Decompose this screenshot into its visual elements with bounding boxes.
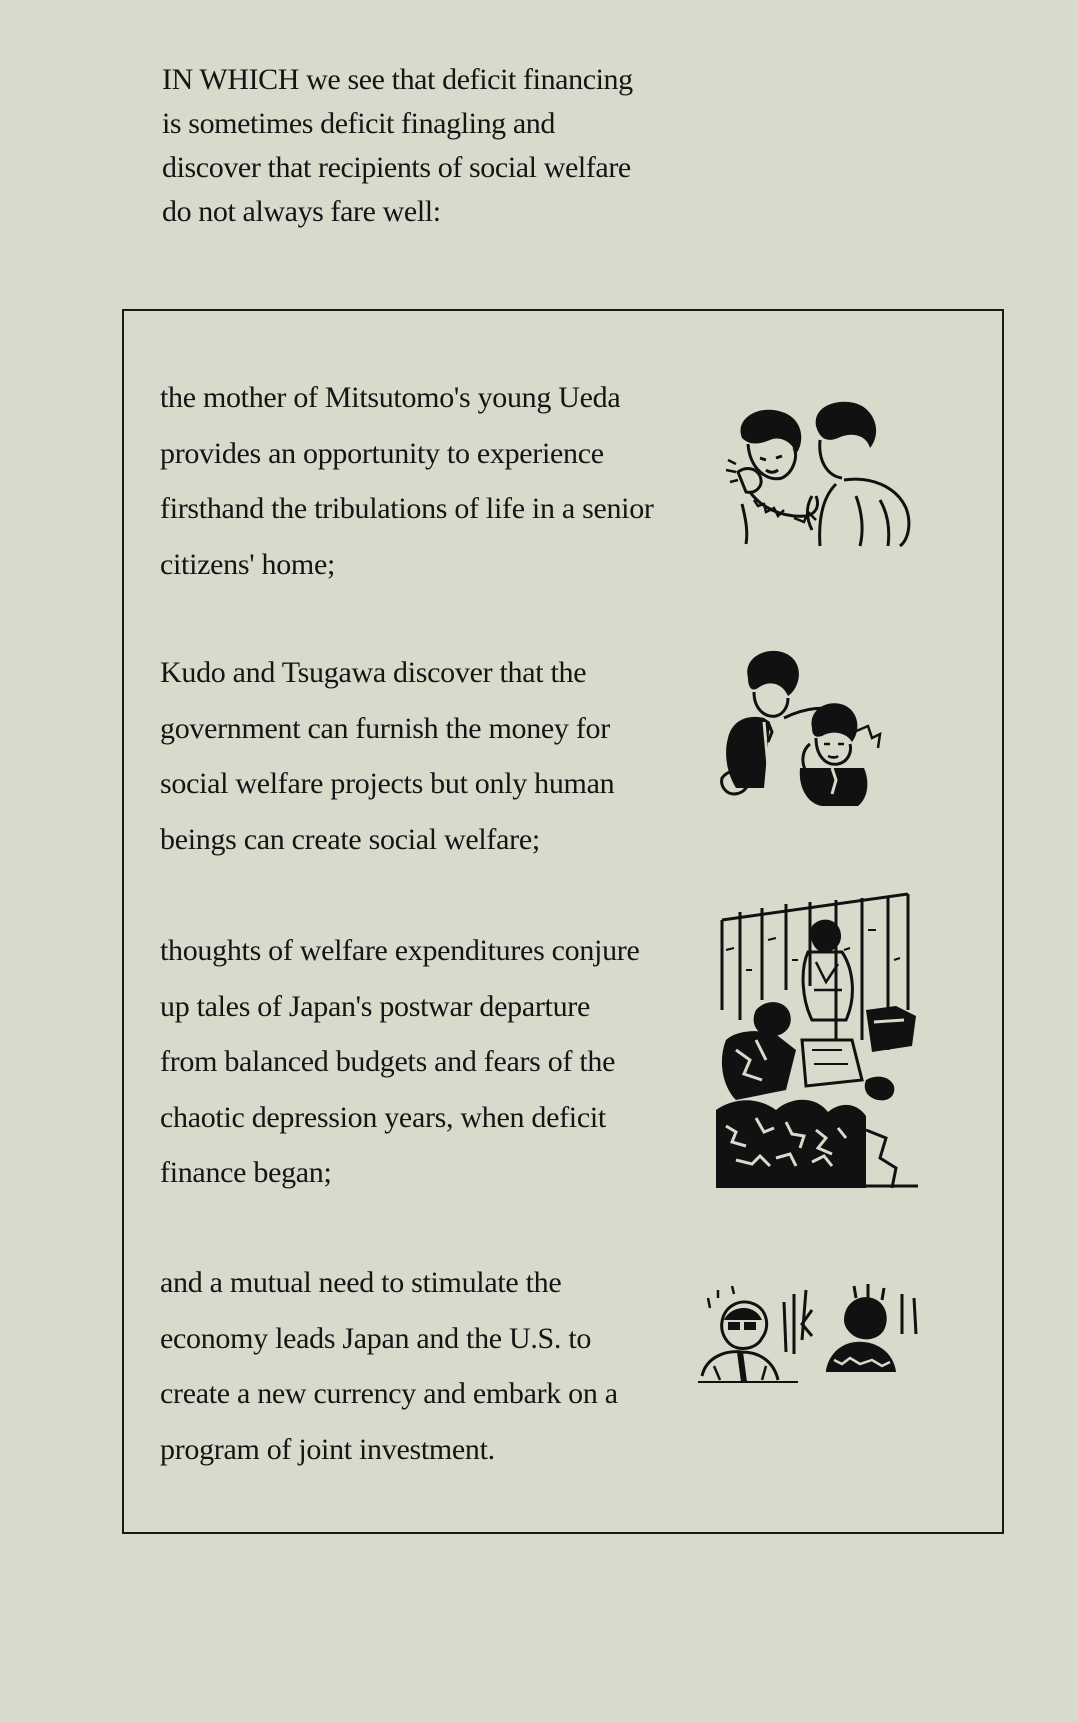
entry-line: up tales of Japan's postwar departure: [160, 989, 590, 1023]
intro-line: IN WHICH we see that deficit financing: [162, 63, 633, 96]
entry-line: chaotic depression years, when deficit: [160, 1100, 606, 1134]
entry-line: government can furnish the money for: [160, 711, 610, 745]
entry-line: social welfare projects but only human: [160, 767, 615, 800]
entry-paragraph: [160, 645, 614, 867]
entry-line: thoughts of welfare expenditures conjure: [160, 934, 640, 967]
crowd-scene-sketch: [716, 890, 918, 1188]
entry-line: the mother of Mitsutomo's young Ueda: [160, 381, 621, 414]
entry-line: provides an opportunity to experience: [160, 436, 604, 470]
entry-line: beings can create social welfare;: [160, 822, 540, 856]
entry-line: finance began;: [160, 1156, 332, 1189]
two-figures-sketch: [694, 1280, 920, 1385]
two-people-conversation-sketch: [720, 400, 920, 548]
intro-paragraph: [162, 58, 722, 234]
entry-line: firsthand the tribulations of life in a senior: [160, 492, 654, 525]
entry-paragraph: [160, 1255, 618, 1477]
two-businessmen-sketch: [718, 648, 883, 808]
entry-line: from balanced budgets and fears of the: [160, 1045, 616, 1078]
entry-line: create a new currency and embark on a: [160, 1377, 618, 1410]
entry-paragraph: [160, 923, 640, 1201]
intro-line: discover that recipients of social welfare: [162, 151, 631, 184]
entry-line: and a mutual need to stimulate the: [160, 1266, 562, 1299]
intro-line: is sometimes deficit finagling and: [162, 107, 555, 140]
entry-line: program of joint investment.: [160, 1432, 495, 1466]
entry-line: citizens' home;: [160, 547, 336, 581]
entry-paragraph: [160, 370, 654, 592]
entry-line: economy leads Japan and the U.S. to: [160, 1321, 592, 1355]
intro-line: do not always fare well:: [162, 195, 441, 228]
entry-line: Kudo and Tsugawa discover that the: [160, 656, 587, 689]
